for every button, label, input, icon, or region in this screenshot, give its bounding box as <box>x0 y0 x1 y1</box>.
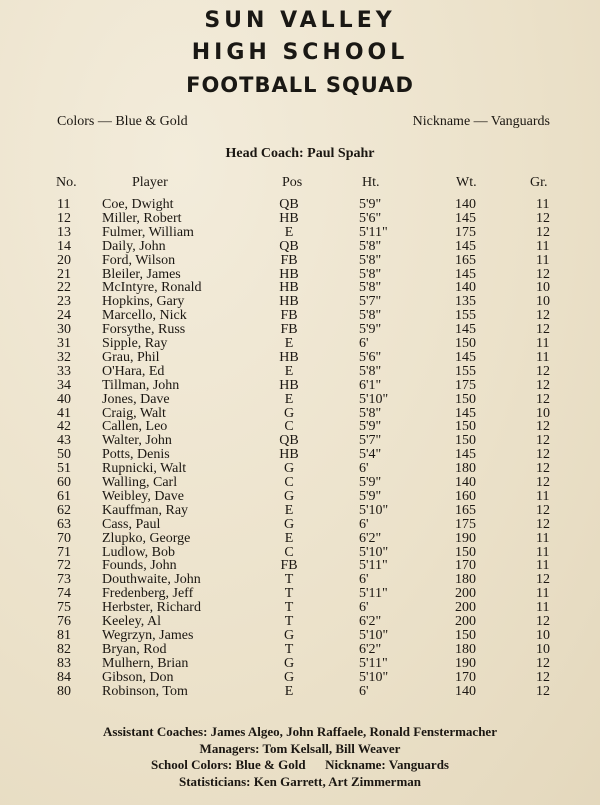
cell-wt: 145 <box>455 210 476 226</box>
cell-player: Keeley, Al <box>102 614 161 629</box>
cell-player: Jones, Dave <box>102 391 170 407</box>
cell-player: Potts, Denis <box>102 447 170 463</box>
cell-no: 83 <box>57 655 71 671</box>
cell-ht: 5'9" <box>359 197 382 212</box>
cell-no: 13 <box>57 224 71 240</box>
cell-no: 34 <box>57 377 71 393</box>
cell-player: Douthwaite, John <box>102 572 201 588</box>
cell-ht: 5'6" <box>359 210 382 226</box>
table-row <box>0 393 600 407</box>
cell-player: Walling, Carl <box>102 475 178 490</box>
cell-wt: 165 <box>455 502 476 518</box>
cell-gr: 12 <box>536 266 550 282</box>
cell-wt: 175 <box>455 224 476 240</box>
cell-gr: 12 <box>536 683 550 699</box>
cell-ht: 5'8" <box>359 405 382 421</box>
cell-player: Tillman, John <box>102 377 180 393</box>
table-row <box>0 407 600 421</box>
cell-player: Hopkins, Gary <box>102 294 185 310</box>
cell-no: 11 <box>57 197 71 212</box>
table-row <box>0 281 600 295</box>
cell-pos: E <box>284 683 294 699</box>
table-row <box>0 323 600 337</box>
cell-player: Craig, Walt <box>102 405 166 421</box>
cell-no: 14 <box>57 238 71 254</box>
cell-gr: 11 <box>536 238 550 254</box>
cell-pos: C <box>284 475 294 490</box>
cell-gr: 11 <box>536 558 550 574</box>
cell-wt: 140 <box>455 475 476 490</box>
cell-ht: 5'8" <box>359 363 382 379</box>
table-row <box>0 587 600 601</box>
cell-ht: 6' <box>359 683 369 699</box>
cell-ht: 6'2" <box>359 641 382 657</box>
cell-no: 76 <box>57 614 71 629</box>
table-row <box>0 379 600 393</box>
cell-wt: 175 <box>455 516 476 532</box>
cell-gr: 12 <box>536 516 550 532</box>
header-wt: Wt. <box>456 175 477 190</box>
cell-ht: 5'8" <box>359 252 382 268</box>
header-player: Player <box>132 175 168 190</box>
cell-wt: 155 <box>455 363 476 379</box>
nickname-line: Nickname — Vanguards <box>412 114 550 129</box>
cell-gr: 11 <box>536 197 550 212</box>
cell-no: 30 <box>57 322 71 338</box>
cell-pos: HB <box>279 280 299 296</box>
assistant-coaches: Assistant Coaches: James Algeo, John Raffaele, Ronald Fenstermacher <box>103 724 497 739</box>
table-row <box>0 198 600 212</box>
cell-wt: 140 <box>455 197 476 212</box>
cell-gr: 11 <box>536 600 550 616</box>
cell-player: Wegrzyn, James <box>102 627 194 643</box>
cell-no: 51 <box>57 461 71 477</box>
cell-ht: 5'10" <box>359 627 389 643</box>
cell-no: 12 <box>57 210 71 226</box>
cell-no: 50 <box>57 447 71 463</box>
cell-pos: FB <box>280 252 298 268</box>
title-high-school: HIGH SCHOOL <box>191 40 409 65</box>
cell-gr: 11 <box>536 349 550 365</box>
table-row <box>0 226 600 240</box>
cell-pos: E <box>284 502 294 518</box>
cell-wt: 145 <box>455 405 476 421</box>
cell-gr: 12 <box>536 669 550 685</box>
table-row <box>0 268 600 282</box>
cell-player: Gibson, Don <box>102 669 174 685</box>
table-row <box>0 518 600 532</box>
cell-ht: 5'8" <box>359 308 382 324</box>
cell-wt: 170 <box>455 558 476 574</box>
cell-player: Rupnicki, Walt <box>102 461 187 477</box>
cell-gr: 10 <box>536 280 550 296</box>
cell-ht: 5'9" <box>359 488 382 504</box>
header-no: No. <box>56 175 77 190</box>
cell-pos: T <box>284 586 294 602</box>
school-colors-nickname <box>0 757 600 773</box>
cell-pos: G <box>283 488 295 504</box>
cell-gr: 11 <box>536 488 550 504</box>
cell-player: Zlupko, George <box>102 530 191 546</box>
table-row <box>0 601 600 615</box>
cell-gr: 12 <box>536 224 550 240</box>
cell-pos: FB <box>280 322 298 338</box>
cell-pos: FB <box>280 308 298 324</box>
cell-gr: 12 <box>536 322 550 338</box>
cell-gr: 10 <box>536 641 550 657</box>
cell-player: Forsythe, Russ <box>102 322 186 338</box>
cell-ht: 5'8" <box>359 280 382 296</box>
cell-gr: 12 <box>536 419 550 435</box>
cell-player: Miller, Robert <box>102 210 182 226</box>
cell-ht: 6'2" <box>359 530 382 546</box>
cell-player: O'Hara, Ed <box>102 363 165 379</box>
cell-ht: 6'1" <box>359 377 382 393</box>
cell-pos: HB <box>279 294 299 310</box>
cell-wt: 150 <box>455 391 476 407</box>
cell-player: Coe, Dwight <box>102 197 174 212</box>
title-football-squad: FOOTBALL SQUAD <box>186 73 414 97</box>
table-row <box>0 351 600 365</box>
head-coach: Head Coach: Paul Spahr <box>225 146 375 161</box>
cell-pos: T <box>284 614 294 629</box>
table-row <box>0 615 600 629</box>
table-row <box>0 434 600 448</box>
cell-gr: 11 <box>536 530 550 546</box>
cell-wt: 140 <box>455 683 476 699</box>
cell-player: McIntyre, Ronald <box>102 280 202 296</box>
cell-gr: 12 <box>536 377 550 393</box>
cell-wt: 200 <box>455 614 476 629</box>
cell-gr: 12 <box>536 502 550 518</box>
cell-gr: 12 <box>536 210 550 226</box>
managers: Managers: Tom Kelsall, Bill Weaver <box>199 741 401 756</box>
cell-ht: 5'9" <box>359 475 382 490</box>
cell-wt: 145 <box>455 349 476 365</box>
table-row <box>0 504 600 518</box>
cell-wt: 180 <box>455 461 476 477</box>
cell-no: 61 <box>57 488 71 504</box>
cell-wt: 200 <box>455 586 476 602</box>
cell-pos: G <box>283 627 295 643</box>
cell-gr: 12 <box>536 475 550 490</box>
cell-wt: 145 <box>455 238 476 254</box>
table-row <box>0 212 600 226</box>
cell-pos: E <box>284 224 294 240</box>
table-row <box>0 629 600 643</box>
cell-pos: G <box>283 669 295 685</box>
cell-wt: 200 <box>455 600 476 616</box>
cell-ht: 5'8" <box>359 238 382 254</box>
table-row <box>0 365 600 379</box>
cell-no: 23 <box>57 294 71 310</box>
cell-no: 71 <box>57 544 71 560</box>
cell-ht: 6' <box>359 600 369 616</box>
cell-wt: 190 <box>455 530 476 546</box>
cell-no: 24 <box>57 308 71 324</box>
cell-no: 41 <box>57 405 71 421</box>
cell-ht: 5'9" <box>359 419 382 435</box>
table-row <box>0 462 600 476</box>
cell-gr: 11 <box>536 586 550 602</box>
cell-player: Herbster, Richard <box>102 600 201 616</box>
cell-no: 80 <box>57 683 71 699</box>
statisticians: Statisticians: Ken Garrett, Art Zimmerman <box>178 774 422 789</box>
cell-player: Weibley, Dave <box>102 488 184 504</box>
cell-pos: E <box>284 530 294 546</box>
cell-no: 73 <box>57 572 71 588</box>
cell-wt: 150 <box>455 336 476 351</box>
cell-pos: G <box>283 461 295 477</box>
cell-no: 82 <box>57 641 71 657</box>
table-row <box>0 573 600 587</box>
cell-ht: 6' <box>359 572 369 588</box>
cell-no: 20 <box>57 252 71 268</box>
table-row <box>0 532 600 546</box>
cell-player: Founds, John <box>102 558 177 574</box>
cell-pos: G <box>283 405 295 421</box>
table-row <box>0 671 600 685</box>
title-school-name: SUN VALLEY <box>204 8 396 33</box>
table-row <box>0 420 600 434</box>
cell-gr: 10 <box>536 294 550 310</box>
cell-no: 84 <box>57 669 71 685</box>
header-pos: Pos <box>282 175 303 190</box>
cell-wt: 150 <box>455 419 476 435</box>
cell-no: 63 <box>57 516 71 532</box>
table-row <box>0 643 600 657</box>
cell-no: 81 <box>57 627 71 643</box>
cell-no: 31 <box>57 336 71 351</box>
cell-gr: 12 <box>536 363 550 379</box>
cell-pos: HB <box>279 266 299 282</box>
cell-ht: 6' <box>359 461 369 477</box>
cell-pos: C <box>284 419 294 435</box>
cell-player: Kauffman, Ray <box>102 502 189 518</box>
cell-wt: 180 <box>455 641 476 657</box>
cell-gr: 12 <box>536 308 550 324</box>
cell-ht: 5'4" <box>359 447 382 463</box>
school-colors: School Colors: Blue & Gold <box>151 757 306 772</box>
table-row <box>0 337 600 351</box>
cell-ht: 5'10" <box>359 502 389 518</box>
cell-ht: 5'8" <box>359 266 382 282</box>
cell-ht: 5'11" <box>359 655 388 671</box>
cell-gr: 12 <box>536 447 550 463</box>
cell-wt: 145 <box>455 447 476 463</box>
cell-wt: 155 <box>455 308 476 324</box>
cell-ht: 6'2" <box>359 614 382 629</box>
table-row <box>0 309 600 323</box>
cell-player: Fulmer, William <box>102 224 194 240</box>
cell-pos: T <box>284 600 294 616</box>
cell-player: Bleiler, James <box>102 266 181 282</box>
cell-pos: FB <box>280 558 298 574</box>
cell-wt: 145 <box>455 266 476 282</box>
table-row <box>0 559 600 573</box>
cell-wt: 190 <box>455 655 476 671</box>
cell-wt: 150 <box>455 433 476 449</box>
cell-wt: 180 <box>455 572 476 588</box>
cell-player: Walter, John <box>102 433 172 449</box>
cell-player: Grau, Phil <box>102 349 160 365</box>
cell-ht: 5'10" <box>359 391 389 407</box>
cell-pos: T <box>284 641 294 657</box>
cell-player: Daily, John <box>102 238 166 254</box>
table-row <box>0 657 600 671</box>
colors-line: Colors — Blue & Gold <box>57 114 188 129</box>
cell-no: 40 <box>57 391 71 407</box>
cell-ht: 5'11" <box>359 224 388 240</box>
table-row <box>0 254 600 268</box>
cell-ht: 5'9" <box>359 322 382 338</box>
cell-wt: 145 <box>455 322 476 338</box>
footer-nickname: Nickname: Vanguards <box>325 757 449 772</box>
cell-no: 74 <box>57 586 71 602</box>
cell-ht: 5'11" <box>359 586 388 602</box>
cell-player: Ludlow, Bob <box>102 544 175 560</box>
cell-wt: 150 <box>455 627 476 643</box>
cell-no: 21 <box>57 266 71 282</box>
table-row <box>0 240 600 254</box>
cell-wt: 175 <box>455 377 476 393</box>
cell-gr: 12 <box>536 433 550 449</box>
cell-gr: 12 <box>536 614 550 629</box>
cell-wt: 160 <box>455 488 476 504</box>
cell-pos: QB <box>279 197 299 212</box>
cell-ht: 5'10" <box>359 544 389 560</box>
table-row <box>0 546 600 560</box>
cell-pos: G <box>283 516 295 532</box>
cell-gr: 11 <box>536 252 550 268</box>
cell-gr: 11 <box>536 544 550 560</box>
cell-player: Fredenberg, Jeff <box>102 586 194 602</box>
header-ht: Ht. <box>362 175 380 190</box>
cell-pos: G <box>283 655 295 671</box>
cell-no: 60 <box>57 475 71 490</box>
cell-player: Callen, Leo <box>102 419 168 435</box>
cell-no: 70 <box>57 530 71 546</box>
cell-ht: 6' <box>359 336 369 351</box>
cell-no: 42 <box>57 419 71 435</box>
cell-ht: 5'10" <box>359 669 389 685</box>
cell-pos: HB <box>279 349 299 365</box>
cell-no: 43 <box>57 433 71 449</box>
cell-player: Bryan, Rod <box>102 641 167 657</box>
cell-pos: HB <box>279 447 299 463</box>
cell-gr: 10 <box>536 627 550 643</box>
table-row <box>0 490 600 504</box>
cell-player: Mulhern, Brian <box>102 655 189 671</box>
cell-pos: HB <box>279 210 299 226</box>
cell-ht: 5'7" <box>359 294 382 310</box>
cell-pos: T <box>284 572 294 588</box>
cell-wt: 170 <box>455 669 476 685</box>
cell-gr: 10 <box>536 405 550 421</box>
cell-pos: E <box>284 363 294 379</box>
cell-pos: QB <box>279 238 299 254</box>
cell-pos: HB <box>279 377 299 393</box>
cell-gr: 11 <box>536 336 550 351</box>
cell-ht: 5'6" <box>359 349 382 365</box>
cell-gr: 12 <box>536 572 550 588</box>
cell-wt: 140 <box>455 280 476 296</box>
table-row <box>0 295 600 309</box>
cell-ht: 5'11" <box>359 558 388 574</box>
cell-no: 62 <box>57 502 71 518</box>
cell-gr: 12 <box>536 391 550 407</box>
cell-player: Cass, Paul <box>102 516 161 532</box>
cell-no: 22 <box>57 280 71 296</box>
cell-pos: E <box>284 336 294 351</box>
cell-gr: 12 <box>536 461 550 477</box>
header-gr: Gr. <box>530 175 548 190</box>
cell-gr: 12 <box>536 655 550 671</box>
cell-no: 32 <box>57 349 71 365</box>
cell-no: 72 <box>57 558 71 574</box>
cell-wt: 165 <box>455 252 476 268</box>
table-row <box>0 476 600 490</box>
cell-pos: E <box>284 391 294 407</box>
cell-player: Sipple, Ray <box>102 336 168 351</box>
cell-no: 75 <box>57 600 71 616</box>
cell-player: Robinson, Tom <box>102 683 188 699</box>
table-row <box>0 448 600 462</box>
cell-no: 33 <box>57 363 71 379</box>
table-row <box>0 685 600 699</box>
cell-pos: QB <box>279 433 299 449</box>
cell-player: Ford, Wilson <box>102 252 176 268</box>
cell-wt: 150 <box>455 544 476 560</box>
cell-pos: C <box>284 544 294 560</box>
cell-player: Marcello, Nick <box>102 308 187 324</box>
cell-ht: 6' <box>359 516 369 532</box>
cell-ht: 5'7" <box>359 433 382 449</box>
cell-wt: 135 <box>455 294 476 310</box>
